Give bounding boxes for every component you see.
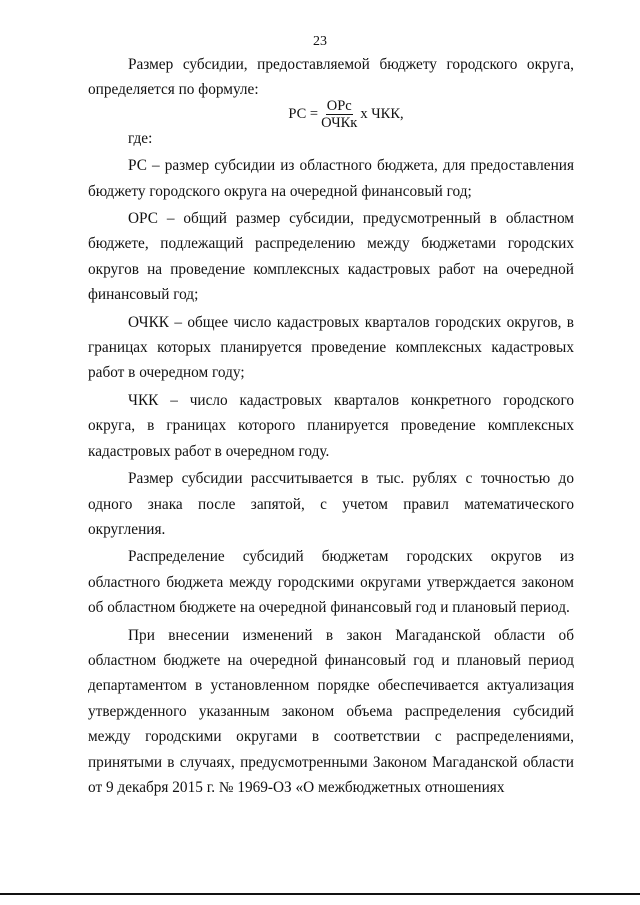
- formula-denominator: ОЧКк: [321, 114, 358, 131]
- document-body: [88, 52, 574, 800]
- formula-numerator: ОРс: [326, 97, 352, 114]
- definition-rs: РС – размер субсидии из областного бюджета, для предоставления бюджету городского округа на очередной финансовый год;: [88, 157, 574, 200]
- rounding-paragraph: Размер субсидии рассчитывается в тыс. рублях с точностью до одного знака после запятой, с учетом правил математического округления.: [88, 470, 574, 538]
- amendments-paragraph: При внесении изменений в закон Магаданской области об областном бюджете на очередной финансовый год и плановый период департаментом в установленном порядке обеспечивается актуализация утвержденного указанным законом объема распределения субсидий между городскими округами в соответствии с распределениями, принятыми в случаях, предусмотренными Законом Магаданской области от 9 декабря 2015 г. № 1969-ОЗ «О межбюджетных отношениях: [88, 626, 574, 796]
- intro-paragraph: Размер субсидии, предоставляемой бюджету городского округа, определяется по формуле:: [88, 56, 574, 99]
- formula-fraction: [321, 99, 357, 130]
- page-number: 23: [313, 34, 327, 49]
- distribution-paragraph: Распределение субсидий бюджетам городских округов из областного бюджета между городскими округами утверждается законом об областном бюджете на очередной финансовый год и плановый период.: [88, 548, 574, 617]
- definition-ochkk: ОЧКК – общее число кадастровых кварталов городских округов, в границах которых планируется проведение комплексных кадастровых работ в очередном году;: [88, 313, 574, 382]
- formula-lhs: РС =: [288, 106, 319, 123]
- definition-chkk: ЧКК – число кадастровых кварталов конкретного городского округа, в границах которого планируется проведение комплексных кадастровых работ в очередном году.: [88, 391, 574, 460]
- page-bottom-rule: [0, 893, 640, 895]
- formula-rhs: х ЧКК,: [360, 106, 404, 123]
- where-label: где:: [128, 129, 153, 147]
- definition-ors: ОРС – общий размер субсидии, предусмотренный в областном бюджете, подлежащий распределению между бюджетами городских округов на проведение комплексных кадастровых работ на очередной финансовый год;: [88, 210, 574, 304]
